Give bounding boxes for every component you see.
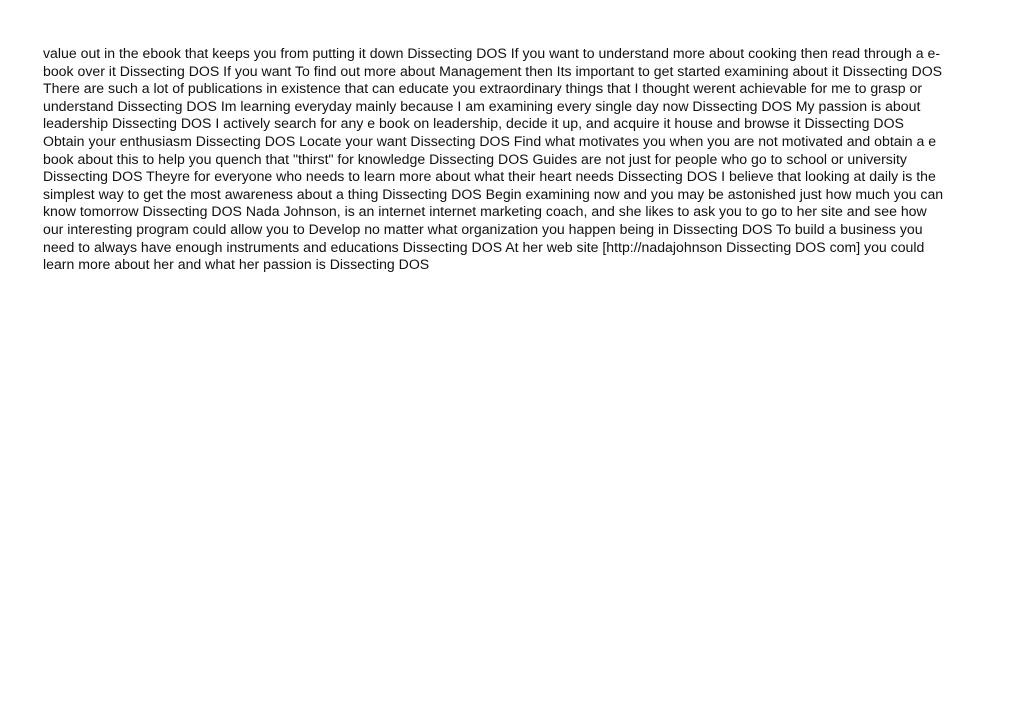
text-line-3: There are such a lot of publications in existence that can educate you extraordinary things that I thought werent achievable for me to grasp or xyxy=(43,80,923,97)
text-line-8: Dissecting DOS Theyre for everyone who needs to learn more about what their heart needs Dissecting DOS I believe that looking at daily is the xyxy=(43,168,936,185)
text-line-7: book about this to help you quench that "thirst" for knowledge Dissecting DOS Guides are not just for people who go to school or university xyxy=(43,150,907,167)
text-line-10: know tomorrow Dissecting DOS Nada Johnson, is an internet internet marketing coach, and she likes to ask you to go to her site and see how xyxy=(43,203,927,220)
text-line-2: book over it Dissecting DOS If you want To find out more about Management then Its important to get started examining about it Dissecting DOS xyxy=(43,62,943,79)
body-paragraph xyxy=(43,45,983,274)
text-line-4: understand Dissecting DOS Im learning everyday mainly because I am examining every single day now Dissecting DOS My passion is about xyxy=(43,97,921,114)
text-line-5: leadership Dissecting DOS I actively search for any e book on leadership, decide it up, and acquire it house and browse it Dissecting DOS xyxy=(43,115,904,132)
text-line-6: Obtain your enthusiasm Dissecting DOS Locate your want Dissecting DOS Find what motivates you when you are not motivated and obtain a e xyxy=(43,132,937,149)
text-line-11: our interesting program could allow you to Develop no matter what organization you happen being in Dissecting DOS To build a business you xyxy=(43,220,923,237)
text-line-9: simplest way to get the most awareness about a thing Dissecting DOS Begin examining now and you may be astonished just how much you can xyxy=(43,185,944,202)
text-line-12: need to always have enough instruments and educations Dissecting DOS At her web site [http://nadajohnson Dissecting DOS com] you could xyxy=(43,238,925,255)
text-line-13: learn more about her and what her passion is Dissecting DOS xyxy=(43,256,430,273)
text-line-1: value out in the ebook that keeps you from putting it down Dissecting DOS If you want to understand more about cooking then read through a e- xyxy=(43,45,941,61)
